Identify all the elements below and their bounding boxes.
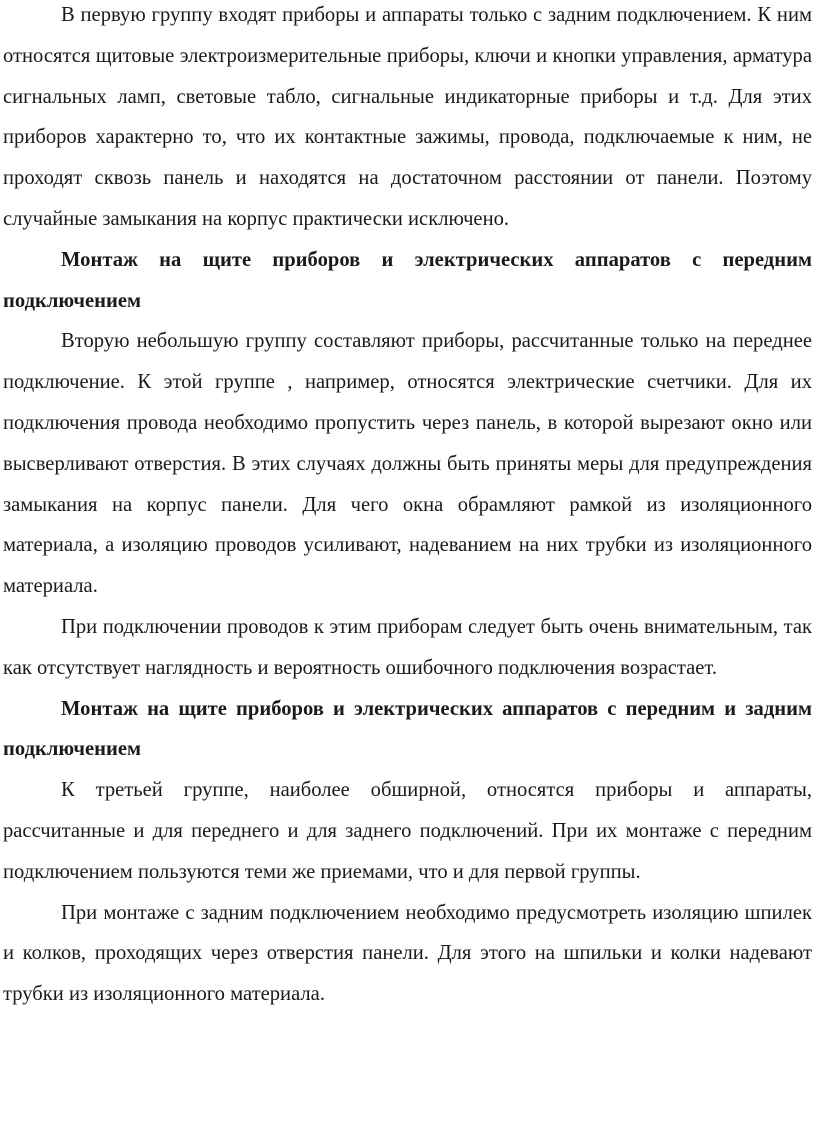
paragraph-rear-mounting: При монтаже с задним подключением необходимо предусмотреть изоляцию шпилек и колков, проходящих через отверстия панели. Для этого на шпильки и колки надевают трубки из изоляционного материала.	[3, 901, 812, 1006]
paragraph-second-group: Вторую небольшую группу составляют приборы, рассчитанные только на переднее подключение. К этой группе , например, относятся электрические счетчики. Для их подключения провода необходимо пропустить через панель, в которой вырезают окно или высверливают отверстия. В этих случаях должны быть приняты меры для предупреждения замыкания на корпус панели. Для чего окна обрамляют рамкой из изоляционного материала, а изоляцию проводов усиливают, надеванием на них трубки из изоляционного материала.	[3, 330, 812, 598]
paragraph-third-group: К третьей группе, наиболее обширной, относятся приборы и аппараты, рассчитанные и для переднего и для заднего подключений. При их монтаже с передним подключением пользуются теми же приемами, что и для первой группы.	[3, 779, 812, 883]
paragraph-connection-warning: При подключении проводов к этим приборам следует быть очень внимательным, так как отсутствует наглядность и вероятность ошибочного подключения возрастает.	[3, 615, 812, 679]
heading-front-connection: Монтаж на щите приборов и электрических аппаратов с передним подключением	[3, 248, 812, 312]
heading-front-and-rear-connection: Монтаж на щите приборов и электрических аппаратов с передним и задним подключением	[3, 697, 812, 761]
paragraph-first-group: В первую группу входят приборы и аппараты только с задним подключением. К ним относятся щитовые электроизмерительные приборы, ключи и кнопки управления, арматура сигнальных ламп, световые табло, сигнальные индикаторные приборы и т.д. Для этих приборов характерно то, что их контактные зажимы, провода, подключаемые к ним, не проходят сквозь панель и находятся на достаточном расстоянии от панели. Поэтому случайные замыкания на корпус практически исключено.	[3, 4, 812, 230]
